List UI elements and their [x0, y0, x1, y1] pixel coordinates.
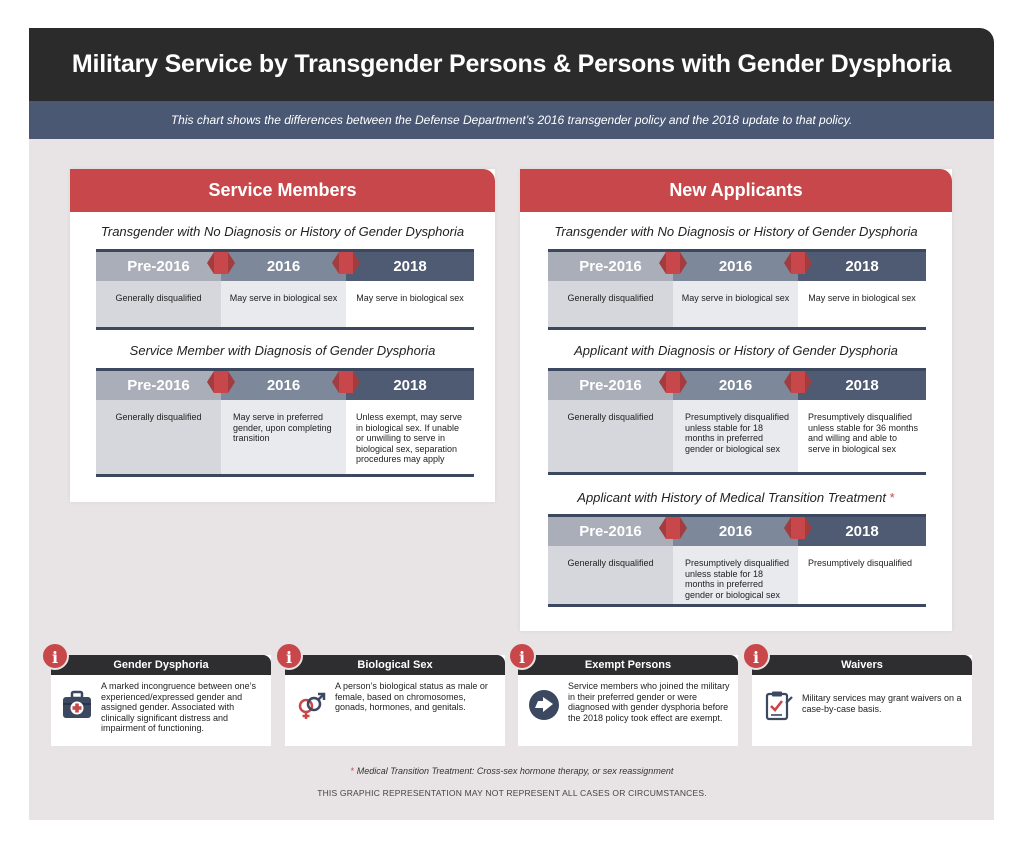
flag-marker — [666, 371, 680, 393]
cell-2016: Presumptively disqualified unless stable for 18 months in preferred gender or biological sex — [673, 546, 798, 604]
section-title: Transgender with No Diagnosis or History of Gender Dysphoria — [554, 224, 918, 239]
policy-table-header — [96, 368, 474, 400]
cell-pre-2016: Generally disqualified — [548, 400, 673, 472]
info-box-exempt-persons — [518, 648, 738, 746]
info-box-title: Gender Dysphoria — [113, 659, 209, 671]
cell-2016: May serve in biological sex — [673, 281, 798, 327]
exempt-arrow-icon — [528, 689, 560, 721]
info-box-title: Biological Sex — [357, 659, 433, 671]
column-2016: 2016 — [221, 252, 346, 281]
column-pre-2016: Pre-2016 — [548, 252, 673, 281]
policy-table — [96, 249, 474, 330]
footnote — [0, 766, 1024, 776]
info-box-title: Waivers — [841, 659, 883, 671]
info-box-text: Service members who joined the military in their preferred gender or were diagnosed with gender dysphoria before the 2018 policy took effect are exempt. — [568, 681, 730, 723]
flag-marker — [666, 252, 680, 274]
cell-2018: Presumptively disqualified unless stable for 36 months and willing and able to serve in biological sex — [798, 400, 926, 472]
gender-symbols-icon — [295, 689, 327, 721]
flag-marker — [791, 371, 805, 393]
column-2016: 2016 — [673, 252, 798, 281]
policy-table-body — [96, 400, 474, 477]
info-icon: i — [41, 642, 69, 670]
flag-marker — [339, 252, 353, 274]
info-box-header — [518, 655, 738, 675]
service-members-heading: Service Members — [208, 180, 357, 200]
flag-marker — [214, 371, 228, 393]
page-title: Military Service by Transgender Persons & Persons with Gender Dysphoria — [71, 50, 952, 78]
cell-pre-2016: Generally disqualified — [96, 281, 221, 327]
service-members-header — [70, 169, 495, 212]
new-applicants-heading: New Applicants — [669, 180, 803, 200]
cell-pre-2016: Generally disqualified — [548, 281, 673, 327]
policy-table — [548, 514, 926, 607]
column-2018: 2018 — [798, 517, 926, 546]
cell-2018: May serve in biological sex — [798, 281, 926, 327]
column-pre-2016: Pre-2016 — [548, 371, 673, 400]
flag-marker — [791, 517, 805, 539]
cell-pre-2016: Generally disqualified — [548, 546, 673, 604]
asterisk-marker: * — [889, 490, 895, 505]
title-bar — [29, 28, 994, 101]
column-2018: 2018 — [346, 371, 474, 400]
column-2018: 2018 — [346, 252, 474, 281]
info-box-header — [752, 655, 972, 675]
info-box-waivers — [752, 648, 972, 746]
info-icon: i — [275, 642, 303, 670]
asterisk-marker: * — [350, 766, 355, 776]
section-title: Transgender with No Diagnosis or History of Gender Dysphoria — [100, 224, 465, 239]
info-box-biological-sex — [285, 648, 505, 746]
policy-table-header — [548, 514, 926, 546]
cell-pre-2016: Generally disqualified — [96, 400, 221, 474]
subtitle-bar — [29, 101, 994, 139]
new-applicants-header — [520, 169, 952, 212]
column-2016: 2016 — [673, 371, 798, 400]
column-pre-2016: Pre-2016 — [548, 517, 673, 546]
info-box-text: A marked incongruence between one’s experienced/expressed gender and assigned gender. Associated with clinically significant distress and impairment of functioning. — [101, 681, 256, 733]
policy-table-header — [96, 249, 474, 281]
cell-2018: Unless exempt, may serve in biological sex. If unable or unwilling to serve in biological sex, separation procedures may apply — [346, 400, 474, 474]
info-box-text: Military services may grant waivers on a case-by-case basis. — [802, 693, 962, 714]
cell-2016: May serve in biological sex — [221, 281, 346, 327]
policy-table — [96, 368, 474, 477]
flag-marker — [791, 252, 805, 274]
cell-2016: May serve in preferred gender, upon completing transition — [221, 400, 346, 474]
policy-table-header — [548, 249, 926, 281]
section-title: Applicant with Diagnosis or History of Gender Dysphoria — [574, 343, 898, 358]
cell-2018: May serve in biological sex — [346, 281, 474, 327]
info-icon: i — [508, 642, 536, 670]
policy-table — [548, 368, 926, 475]
section-title: Service Member with Diagnosis of Gender Dysphoria — [129, 343, 436, 358]
policy-table-body — [548, 281, 926, 330]
column-2018: 2018 — [798, 371, 926, 400]
column-pre-2016: Pre-2016 — [96, 371, 221, 400]
page-subtitle: This chart shows the differences between the Defense Department’s 2016 transgender policy and the 2018 update to that policy. — [170, 113, 853, 127]
policy-table-body — [548, 400, 926, 475]
footnote-text: Medical Transition Treatment: Cross-sex hormone therapy, or sex reassignment — [356, 766, 674, 776]
info-box-header — [285, 655, 505, 675]
section-title — [520, 490, 952, 505]
clipboard-check-icon — [762, 689, 794, 721]
disclaimer: THIS GRAPHIC REPRESENTATION MAY NOT REPRESENT ALL CASES OR CIRCUMSTANCES. — [317, 788, 707, 798]
policy-table-header — [548, 368, 926, 400]
column-2018: 2018 — [798, 252, 926, 281]
cell-2016: Presumptively disqualified unless stable for 18 months in preferred gender or biological sex — [673, 400, 798, 472]
cell-2018: Presumptively disqualified — [798, 546, 926, 604]
info-box-title: Exempt Persons — [584, 659, 672, 671]
info-box-header — [51, 655, 271, 675]
info-icon: i — [742, 642, 770, 670]
section-title-text: Applicant with History of Medical Transition Treatment — [577, 490, 887, 505]
policy-table-body — [96, 281, 474, 330]
policy-table — [548, 249, 926, 330]
column-2016: 2016 — [673, 517, 798, 546]
info-box-gender-dysphoria — [51, 648, 271, 746]
flag-marker — [214, 252, 228, 274]
column-pre-2016: Pre-2016 — [96, 252, 221, 281]
column-2016: 2016 — [221, 371, 346, 400]
policy-table-body — [548, 546, 926, 607]
info-box-text: A person’s biological status as male or female, based on chromosomes, gonads, hormones, and genitals. — [335, 681, 488, 712]
flag-marker — [666, 517, 680, 539]
medical-kit-icon — [61, 689, 93, 721]
flag-marker — [339, 371, 353, 393]
